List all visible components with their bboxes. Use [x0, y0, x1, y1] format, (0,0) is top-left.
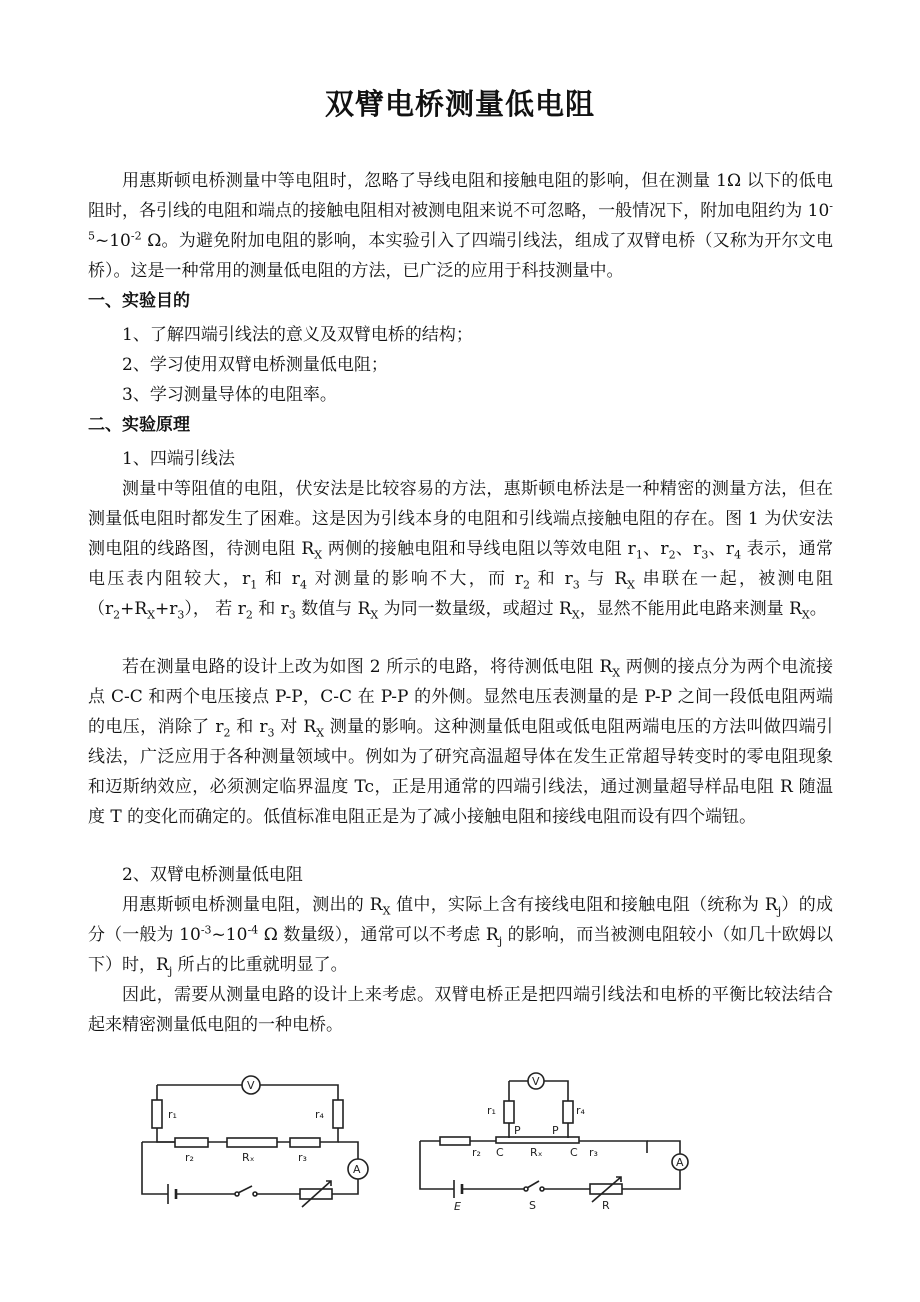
objective-item: 3、学习测量导体的电阻率。 [122, 385, 337, 405]
battery-icon [168, 1184, 176, 1204]
svg-text:r₄: r₄ [576, 1104, 585, 1117]
svg-text:P: P [552, 1124, 559, 1137]
switch-icon [524, 1181, 544, 1191]
paragraph-double-bridge-2: 因此，需要从测量电路的设计上来考虑。双臂电桥正是把四端引线法和电桥的平衡比较法结合起来精密测量低电阻的一种电桥。 [88, 985, 833, 1035]
section-heading-principle: 二、实验原理 [88, 415, 190, 435]
battery-icon [454, 1180, 462, 1198]
svg-text:r₂: r₂ [472, 1146, 481, 1159]
resistor-rx [227, 1138, 277, 1147]
svg-text:V: V [247, 1079, 255, 1092]
objective-item: 2、学习使用双臂电桥测量低电阻； [122, 355, 388, 375]
resistor-r1 [152, 1100, 162, 1128]
resistor-r2 [175, 1138, 208, 1147]
resistor-r3 [290, 1138, 320, 1147]
svg-text:r₁: r₁ [168, 1108, 177, 1121]
switch-icon [235, 1186, 257, 1196]
svg-text:S: S [529, 1199, 536, 1212]
svg-text:r₁: r₁ [487, 1104, 496, 1117]
intro-paragraph: 用惠斯顿电桥测量中等电阻时，忽略了导线电阻和接触电阻的影响，但在测量 1Ω 以下的低电阻时，各引线的电阻和端点的接触电阻相对被测电阻来说不可忽略，一般情况下，附加电阻约为 $10^{-5}\sim 10^{-2}$ Ω。为避免附加电阻的影响，本实验引入了四端引线法，组成了双臂电桥（又称为开尔文电桥）。这是一种常用的测量低电阻的方法，已广泛的应用于科技测量中。 [88, 171, 833, 281]
svg-text:Rₓ: Rₓ [242, 1151, 255, 1164]
resistor-r4 [563, 1101, 573, 1123]
svg-text:V: V [532, 1075, 540, 1088]
svg-text:C: C [496, 1146, 504, 1159]
svg-text:r₃: r₃ [298, 1151, 307, 1164]
svg-text:C: C [570, 1146, 578, 1159]
svg-text:r₃: r₃ [589, 1146, 598, 1159]
svg-text:A: A [353, 1163, 361, 1176]
svg-text:E: E [454, 1200, 461, 1213]
svg-text:P: P [514, 1124, 521, 1137]
page-title: 双臂电桥测量低电阻 [324, 87, 595, 121]
svg-text:A: A [676, 1156, 684, 1169]
paragraph-four-terminal-2: 若在测量电路的设计上改为如图 2 所示的电路，将待测低电阻 $R_X$ 两侧的接点分为两个电流接点 C-C 和两个电压接点 P-P，C-C 在 P-P 的外侧。显然电压表测量的是 P-P 之间一段低电阻两端的电压，消除了 $r_2$ 和 $r_3$ 对 $R_X$ 测量的影响。这种测量低电阻或低电阻两端电压的方法叫做四端引线法，广泛应用于各种测量领域中。例如为了研究高温超导体在发生正常超导转变时的零电阻现象和迈斯纳效应，必须测定临界温度 Tc，正是用通常的四端引线法，通过测量超导样品电阻 R 随温度 T 的变化而确定的。低值标准电阻正是为了减小接触电阻和接线电阻而设有四个端钮。 [88, 657, 834, 827]
figure2-wires [420, 1081, 680, 1189]
svg-text:R: R [602, 1199, 610, 1212]
circuit-figure-2 [412, 1068, 702, 1218]
resistor-r1 [504, 1101, 514, 1123]
subsection-title-four-terminal: 1、四端引线法 [122, 449, 235, 469]
resistor-r2 [440, 1137, 470, 1145]
svg-text:Rₓ: Rₓ [530, 1146, 543, 1159]
rheostat-icon [300, 1181, 332, 1207]
svg-text:r₂: r₂ [185, 1151, 194, 1164]
resistor-r4 [333, 1100, 343, 1128]
svg-text:r₄: r₄ [315, 1108, 324, 1121]
paragraph-double-bridge-1: 用惠斯顿电桥测量电阻，测出的 $R_X$ 值中，实际上含有接线电阻和接触电阻（统称为 $R_j$）的成分（一般为 $10^{-3}\sim 10^{-4}$ Ω 数量级），通常可以不考虑 $R_j$ 的影响，而当被测电阻较小（如几十欧姆以下）时，$R_j$ 所占的比重就明显了。 [88, 895, 834, 978]
section-heading-objectives: 一、实验目的 [88, 291, 190, 311]
subsection-title-double-bridge: 2、双臂电桥测量低电阻 [122, 865, 303, 885]
objective-item: 1、了解四端引线法的意义及双臂电桥的结构； [122, 325, 473, 345]
circuit-figure-1 [130, 1062, 380, 1212]
paragraph-four-terminal-1: 测量中等阻值的电阻，伏安法是比较容易的方法，惠斯顿电桥法是一种精密的测量方法，但在测量低电阻时都发生了困难。这是因为引线本身的电阻和引线端点接触电阻的存在。图 1 为伏安法测电阻的线路图，待测电阻 $R_X$ 两侧的接触电阻和导线电阻以等效电阻 $r_1$、$r_2$、$r_3$、$r_4$ 表示，通常电压表内阻较大，$r_1$ 和 $r_4$ 对测量的影响不大，而 $r_2$ 和 $r_3$ 与 $R_X$ 串联在一起，被测电阻$(r_2+R_X+r_3)$， 若 $r_2$ 和 $r_3$ 数值与 $R_X$ 为同一数量级，或超过 $R_X$，显然不能用此电路来测量 $R_X$。 [88, 479, 834, 622]
